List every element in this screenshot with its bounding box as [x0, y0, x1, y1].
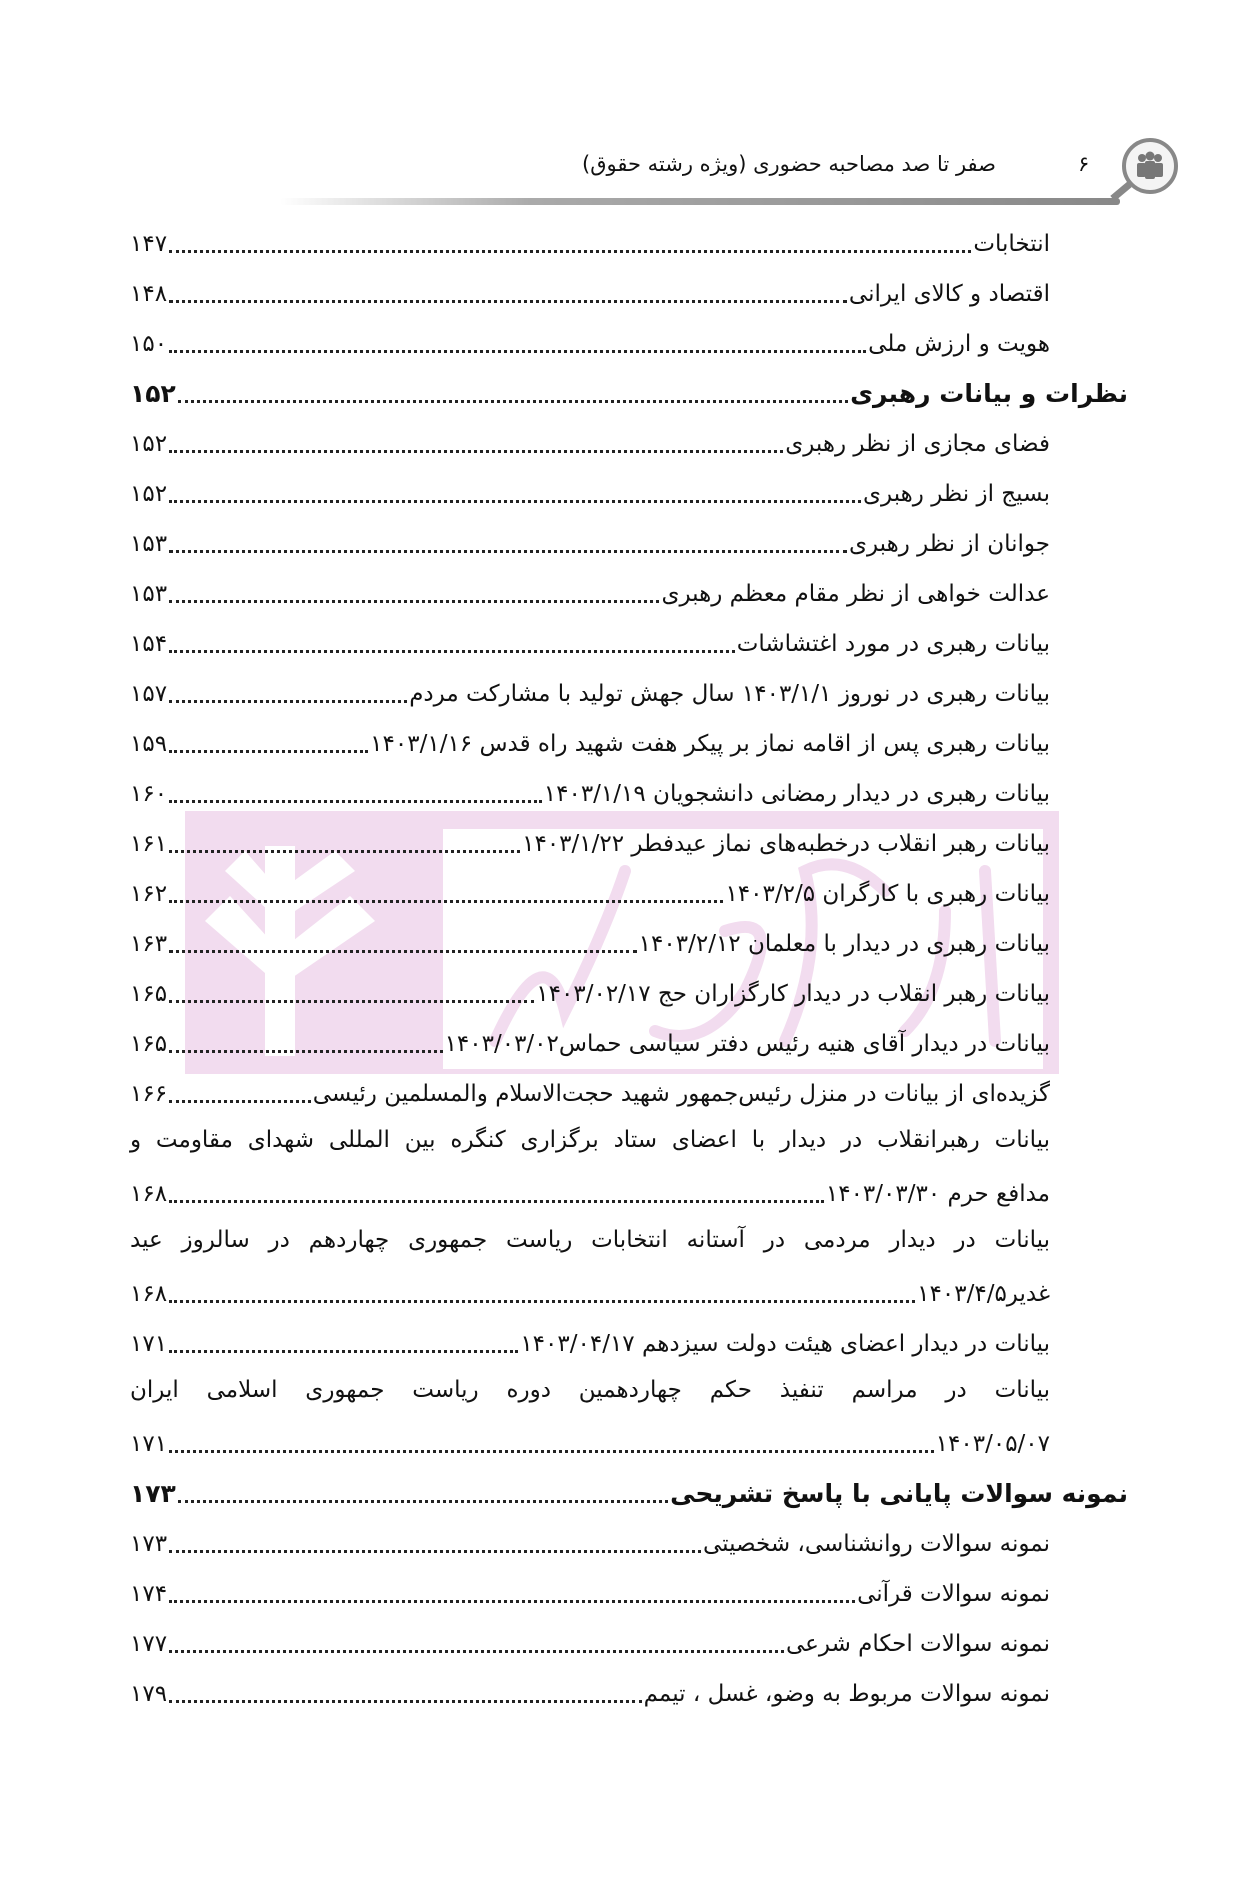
dot-leader	[169, 1650, 784, 1653]
toc-entry-page: ۱۶۶	[130, 1081, 168, 1107]
toc-entry[interactable]	[130, 222, 1050, 262]
toc-entry[interactable]	[130, 1672, 1050, 1712]
toc-entry[interactable]	[130, 722, 1050, 762]
dot-leader	[169, 700, 407, 703]
toc-entry-title: بیانات در دیدار آقای هنیه رئیس دفتر سیاسی حماس۱۴۰۳/۰۳/۰۲	[444, 1031, 1050, 1057]
toc-entry-page: ۱۷۱	[130, 1431, 168, 1457]
toc-section-heading[interactable]	[130, 372, 1128, 412]
toc-entry-title: بیانات رهبر انقلاب درخطبه‌های نماز عیدفطر ۱۴۰۳/۱/۲۲	[522, 831, 1050, 857]
toc-entry-page: ۱۶۰	[130, 781, 168, 807]
toc-entry-page: ۱۶۵	[130, 1031, 168, 1057]
toc-entry-page: ۱۶۵	[130, 981, 168, 1007]
toc-entry-title: عدالت خواهی از نظر مقام معظم رهبری	[661, 581, 1050, 607]
dot-leader	[178, 400, 848, 403]
page-number: ۶	[1078, 152, 1090, 176]
toc-section-heading[interactable]	[130, 1472, 1128, 1512]
dot-leader	[169, 250, 971, 253]
dot-leader	[169, 800, 542, 803]
dot-leader	[169, 1700, 642, 1703]
toc-entry[interactable]	[130, 872, 1050, 912]
toc-entry-page: ۱۶۲	[130, 881, 168, 907]
toc-entry[interactable]	[130, 1172, 1050, 1212]
toc-entry-title: اقتصاد و کالای ایرانی	[848, 281, 1050, 307]
toc-entry-title: ۱۴۰۳/۰۵/۰۷	[935, 1431, 1050, 1457]
dot-leader	[169, 1550, 701, 1553]
toc-entry-page: ۱۴۸	[130, 281, 168, 307]
toc-entry-title: نمونه سوالات پایانی با پاسخ تشریحی	[670, 1479, 1128, 1508]
toc-entry-page: ۱۵۲	[130, 431, 168, 457]
toc-entry[interactable]	[130, 272, 1050, 312]
toc-entry-page: ۱۷۱	[130, 1331, 168, 1357]
toc-entry-title: بیانات رهبر انقلاب در دیدار کارگزاران حج ۱۴۰۳/۰۲/۱۷	[536, 981, 1050, 1007]
dot-leader	[169, 1350, 518, 1353]
toc-entry[interactable]	[130, 472, 1050, 512]
toc-entry-title: انتخابات	[973, 231, 1050, 257]
toc-entry[interactable]	[130, 622, 1050, 662]
toc-entry-title: فضای مجازی از نظر رهبری	[785, 431, 1050, 457]
toc-entry-title: بسیج از نظر رهبری	[863, 481, 1050, 507]
header-rule	[280, 198, 1120, 205]
toc-entry[interactable]	[130, 1422, 1050, 1462]
book-title: صفر تا صد مصاحبه حضوری (ویژه رشته حقوق)	[582, 152, 996, 176]
toc-entry-page: ۱۷۷	[130, 1631, 168, 1657]
toc-entry-first-line: بیانات در دیدار مردمی در آستانه انتخابات ریاست جمهوری چهاردهم در سالروز عید	[130, 1227, 1050, 1253]
toc-entry-title: نظرات و بیانات رهبری	[850, 379, 1128, 408]
toc-entry-title: بیانات در دیدار اعضای هیئت دولت سیزدهم ۱۴۰۳/۰۴/۱۷	[520, 1331, 1050, 1357]
toc-entry-title: جوانان از نظر رهبری	[848, 531, 1050, 557]
dot-leader	[169, 750, 368, 753]
dot-leader	[169, 300, 847, 303]
dot-leader	[169, 900, 723, 903]
toc-entry-page: ۱۶۸	[130, 1181, 168, 1207]
dot-leader	[169, 1450, 934, 1453]
toc-entry-title: هویت و ارزش ملی	[868, 331, 1050, 357]
dot-leader	[169, 1000, 534, 1003]
toc-entry[interactable]	[130, 1072, 1050, 1112]
toc-entry[interactable]	[130, 522, 1050, 562]
toc-entry[interactable]	[130, 1622, 1050, 1662]
toc-entry[interactable]	[130, 1322, 1050, 1362]
toc-entry-page: ۱۶۳	[130, 931, 168, 957]
toc-entry-page: ۱۷۳	[130, 1479, 176, 1508]
toc-entry-title: نمونه سوالات قرآنی	[857, 1581, 1050, 1607]
toc-entry-title: بیانات رهبری در نوروز ۱۴۰۳/۱/۱ سال جهش تولید با مشارکت مردم	[409, 681, 1050, 707]
toc-entry[interactable]	[130, 572, 1050, 612]
toc-entry-title: بیانات رهبری در مورد اغتشاشات	[736, 631, 1050, 657]
dot-leader	[169, 1600, 855, 1603]
toc-entry[interactable]	[130, 322, 1050, 362]
toc-entry-title: مدافع حرم ۱۴۰۳/۰۳/۳۰	[825, 1181, 1050, 1207]
toc-entry-page: ۱۵۳	[130, 531, 168, 557]
toc-entry-page: ۱۵۲	[130, 481, 168, 507]
toc-entry-page: ۱۶۸	[130, 1281, 168, 1307]
dot-leader	[169, 1200, 824, 1203]
toc-entry-page: ۱۷۹	[130, 1681, 168, 1707]
dot-leader	[169, 550, 847, 553]
dot-leader	[169, 1100, 311, 1103]
toc-entry-page: ۱۵۰	[130, 331, 168, 357]
toc-entry[interactable]	[130, 972, 1050, 1012]
toc-entry-page: ۱۷۴	[130, 1581, 168, 1607]
dot-leader	[169, 1050, 443, 1053]
toc-entry-page: ۱۵۳	[130, 581, 168, 607]
dot-leader	[169, 650, 735, 653]
toc-entry[interactable]	[130, 822, 1050, 862]
dot-leader	[169, 350, 866, 353]
toc-entry-title: نمونه سوالات روانشناسی، شخصیتی	[702, 1531, 1050, 1557]
toc-entry-page: ۱۵۲	[130, 379, 176, 408]
toc-entry[interactable]	[130, 1022, 1050, 1062]
toc-entry-title: بیانات رهبری در دیدار رمضانی دانشجویان ۱۴۰۳/۱/۱۹	[543, 781, 1050, 807]
dot-leader	[169, 950, 637, 953]
toc-entry[interactable]	[130, 922, 1050, 962]
toc-entry-title: نمونه سوالات احکام شرعی	[786, 1631, 1050, 1657]
toc-entry-page: ۱۶۱	[130, 831, 168, 857]
toc-entry-title: غدیر۱۴۰۳/۴/۵	[917, 1281, 1050, 1307]
toc-entry-title: بیانات رهبری پس از اقامه نماز بر پیکر هفت شهید راه قدس ۱۴۰۳/۱/۱۶	[370, 731, 1050, 757]
toc-entry-title: بیانات رهبری در دیدار با معلمان ۱۴۰۳/۲/۱۲	[638, 931, 1050, 957]
toc-entry-page: ۱۵۷	[130, 681, 168, 707]
dot-leader	[169, 450, 783, 453]
toc-entry[interactable]	[130, 1272, 1050, 1312]
toc-entry-page: ۱۷۳	[130, 1531, 168, 1557]
toc-entry-title: نمونه سوالات مربوط به وضو، غسل ، تیمم	[643, 1681, 1050, 1707]
toc-entry-page: ۱۴۷	[130, 231, 168, 257]
toc-entry[interactable]	[130, 772, 1050, 812]
toc-entry-page: ۱۵۹	[130, 731, 168, 757]
dot-leader	[169, 850, 520, 853]
toc-entry-page: ۱۵۴	[130, 631, 168, 657]
dot-leader	[169, 1300, 915, 1303]
toc-entry-first-line: بیانات رهبرانقلاب در دیدار با اعضای ستاد برگزاری کنگره بین المللی شهدای مقاومت و	[130, 1127, 1050, 1153]
toc-entry-title: گزیده‌ای از بیانات در منزل رئیس‌جمهور شهید حجت‌الاسلام والمسلمین رئیسی	[312, 1081, 1050, 1107]
dot-leader	[178, 1500, 668, 1503]
toc-entry[interactable]	[130, 1572, 1050, 1612]
toc-entry[interactable]	[130, 422, 1050, 462]
toc-entry-first-line: بیانات در مراسم تنفیذ حکم چهاردهمین دوره ریاست جمهوری اسلامی ایران	[130, 1377, 1050, 1403]
toc-entry-title: بیانات رهبری با کارگران ۱۴۰۳/۲/۵	[725, 881, 1050, 907]
dot-leader	[169, 500, 861, 503]
dot-leader	[169, 600, 659, 603]
toc-entry[interactable]	[130, 1522, 1050, 1562]
toc-entry[interactable]	[130, 672, 1050, 712]
